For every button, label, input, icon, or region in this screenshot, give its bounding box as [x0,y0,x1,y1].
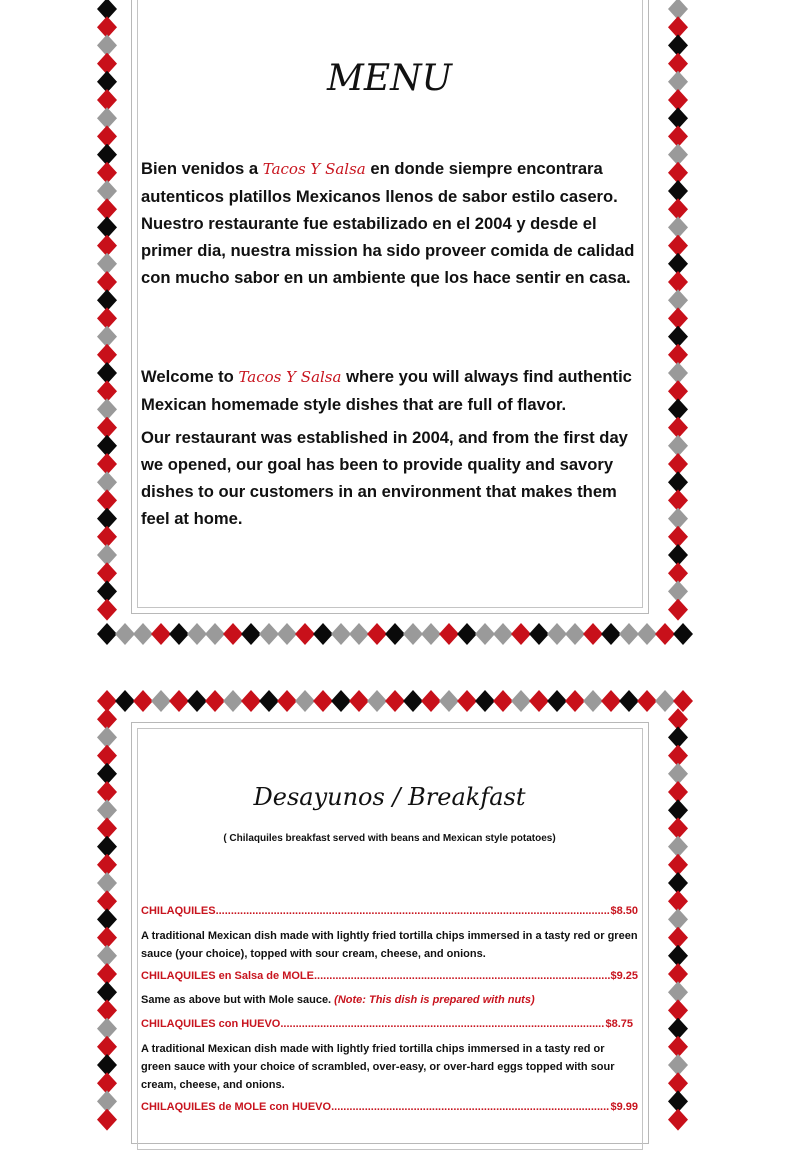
breakfast-subtitle: ( Chilaquiles breakfast served with beans and Mexican style potatoes) [223,833,556,844]
text: Welcome to [141,367,239,386]
menu-item-chilaquiles-mole-huevo [141,1101,638,1113]
item-desc [141,991,641,1009]
diamond [668,1109,688,1131]
diamond [439,690,459,712]
diamond [583,623,603,645]
diamond [673,623,693,645]
diamond [655,623,675,645]
menu-item-chilaquiles-mole [141,970,638,982]
diamond [511,690,531,712]
diamond [115,690,135,712]
diamond [223,690,243,712]
diamond [115,623,135,645]
diamond [403,690,423,712]
diamond [367,623,387,645]
item-desc: A traditional Mexican dish made with lightly fried tortilla chips immersed in a tasty red or green sauce (your choice), topped with sour cream, cheese, and onions. [141,930,638,960]
diamond [619,690,639,712]
diamond [187,623,207,645]
diamond [151,690,171,712]
text: Same as above but with Mole sauce. [141,994,335,1006]
diamond [601,623,621,645]
diamond [187,690,207,712]
item-name: CHILAQUILES [141,905,216,917]
diamond [493,623,513,645]
diamond [97,1109,117,1131]
diamond [601,690,621,712]
brand-name: Tacos Y Salsa [262,160,366,178]
diamond [583,690,603,712]
diamond [259,623,279,645]
diamond [241,623,261,645]
diamond [97,623,117,645]
diamond [421,690,441,712]
diamond [169,690,189,712]
diamond [668,599,688,621]
diamond [385,690,405,712]
item-price: $8.50 [610,905,638,917]
item-name: CHILAQUILES de MOLE con HUEVO [141,1101,332,1113]
diamond [493,690,513,712]
diamond [619,623,639,645]
diamond [259,690,279,712]
diamond [295,690,315,712]
diamond [421,623,441,645]
breakfast-title: Desayunos / Breakfast [253,783,526,811]
text: en donde siempre encontrara autenticos platillos Mexicanos llenos de sabor estilo casero. Nuestro restaurante fue estabilizado en el 2004 y desde el primer dia, nuestra mission ha sido proveer comida de calidad con mucho sabor en un ambiente que los hace sentir en casa. [141,159,635,287]
diamond [241,690,261,712]
item-price: $9.25 [610,970,638,982]
diamond [367,690,387,712]
diamond [565,690,585,712]
diamond [223,623,243,645]
diamond [331,623,351,645]
intro-english-2: Our restaurant was established in 2004, and from the first day we opened, our goal has been to provide quality and savory dishes to our customers in an environment that makes them feel at home. [141,428,628,528]
diamond [637,623,657,645]
diamond [331,690,351,712]
diamond [673,690,693,712]
diamond [511,623,531,645]
intro-english [141,363,646,418]
diamond [547,623,567,645]
item-desc: A traditional Mexican dish made with lightly fried tortilla chips immersed in a tasty red or green sauce with your choice of scrambled, over-easy, or over-hard eggs topped with sour cream, cheese, and onions. [141,1043,615,1091]
diamond [475,623,495,645]
diamond [313,690,333,712]
diamond [529,623,549,645]
diamond [565,623,585,645]
menu-item-chilaquiles [141,905,638,917]
diamond [205,623,225,645]
diamond [529,690,549,712]
diamond [637,690,657,712]
diamond [313,623,333,645]
diamond [475,690,495,712]
leader-dots [280,1018,605,1030]
diamond [97,599,117,621]
diamond [457,690,477,712]
item-name: CHILAQUILES en Salsa de MOLE [141,970,314,982]
diamond [385,623,405,645]
diamond [151,623,171,645]
intro-spanish [141,155,646,291]
menu-title: MENU [327,58,452,99]
diamond [277,623,297,645]
item-price: $9.99 [610,1101,638,1113]
diamond [277,690,297,712]
allergy-note: (Note: This dish is prepared with nuts) [334,994,535,1006]
diamond [655,690,675,712]
leader-dots [314,970,610,982]
diamond [133,690,153,712]
item-price: $8.75 [605,1018,633,1030]
diamond [205,690,225,712]
item-name: CHILAQUILES con HUEVO [141,1018,281,1030]
diamond [349,623,369,645]
diamond [547,690,567,712]
diamond [439,623,459,645]
text: Bien venidos a [141,159,263,178]
leader-dots [331,1101,610,1113]
leader-dots [216,905,611,917]
text: where you will always find authentic Mexican homemade style dishes that are full of flavor. [141,367,632,414]
menu-item-chilaquiles-huevo [141,1018,633,1030]
diamond [295,623,315,645]
diamond [133,623,153,645]
diamond [169,623,189,645]
diamond [349,690,369,712]
diamond [403,623,423,645]
brand-name: Tacos Y Salsa [238,368,342,386]
diamond [457,623,477,645]
